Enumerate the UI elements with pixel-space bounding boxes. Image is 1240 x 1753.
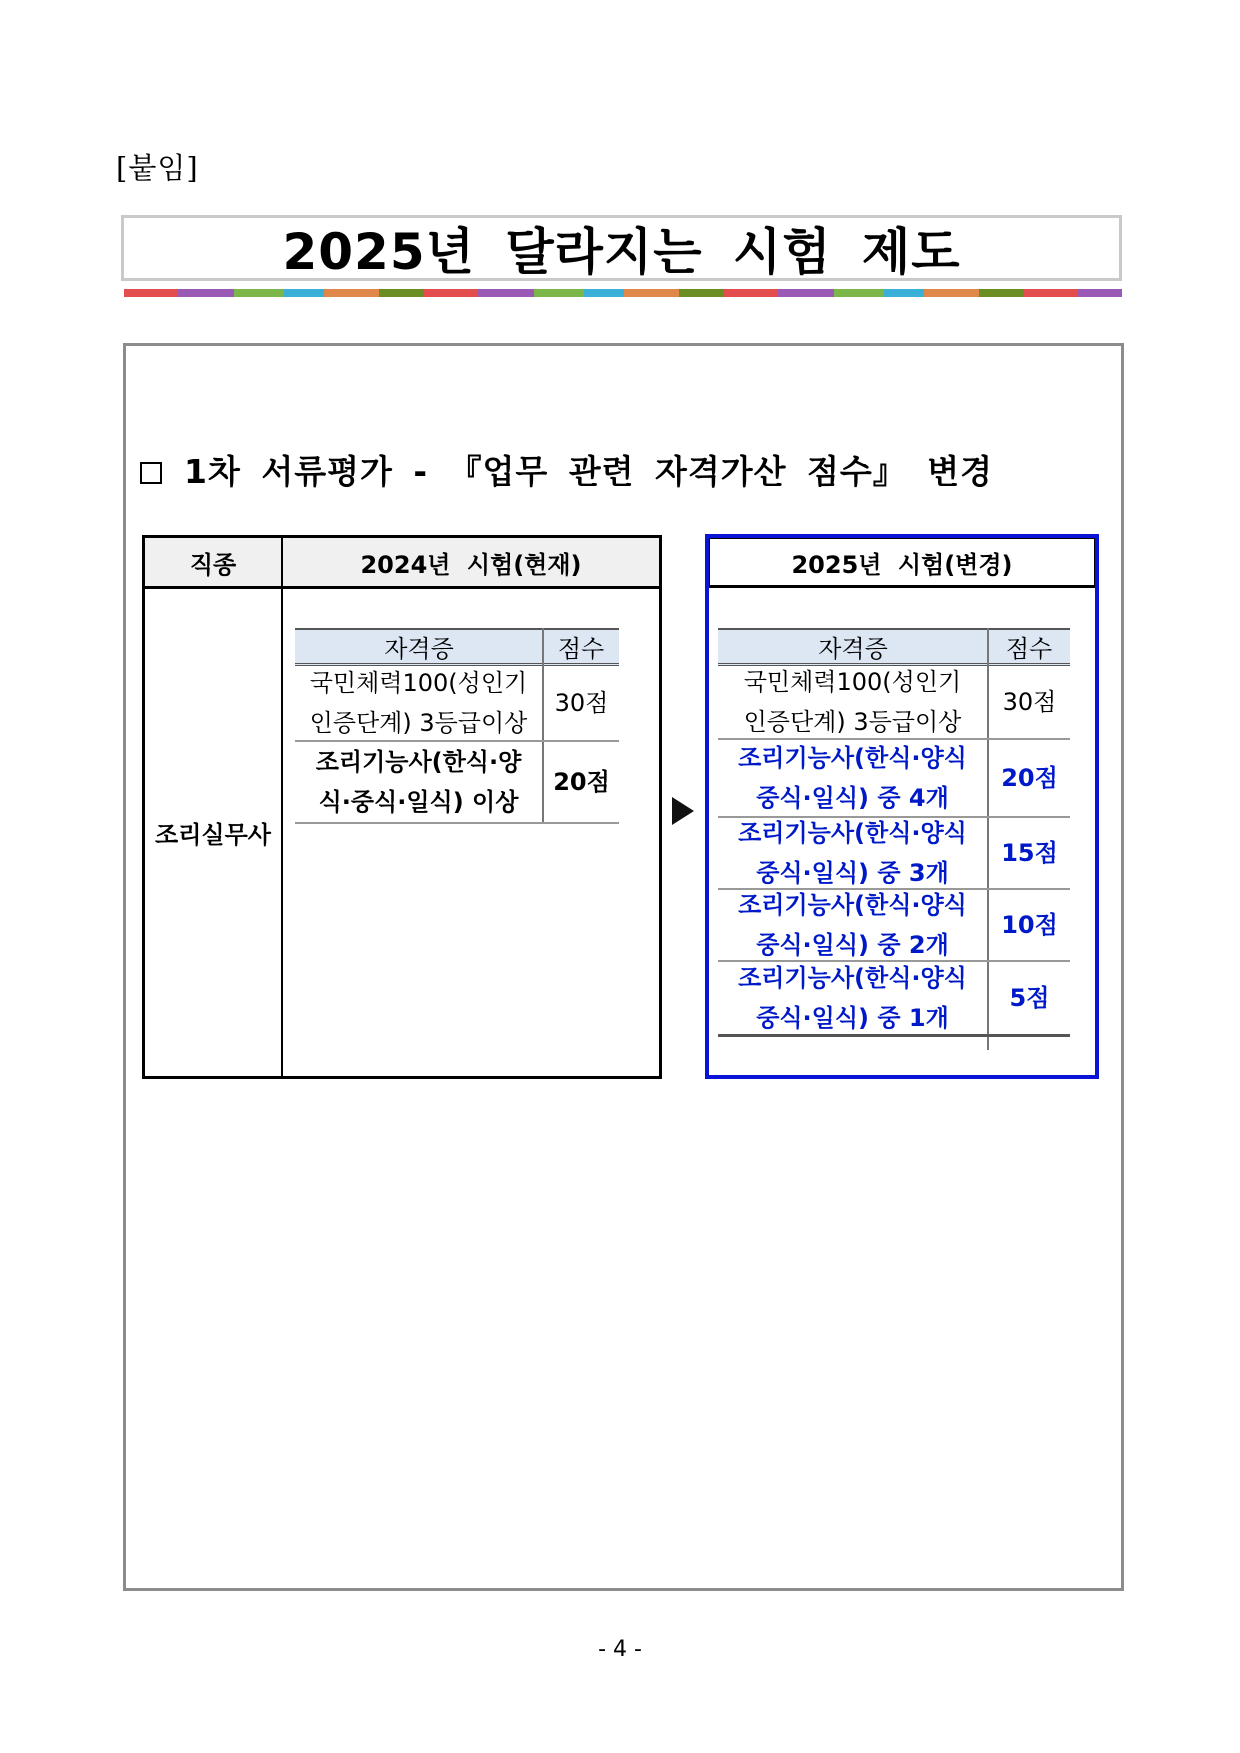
inner-header-score: 점수 — [988, 628, 1070, 666]
table-row-score: 20점 — [553, 768, 610, 796]
inner-table-2024 — [295, 628, 619, 824]
page-title: 2025년 달라지는 시험 제도 — [282, 223, 961, 281]
row-separator — [295, 822, 619, 824]
header-job: 직종 — [145, 538, 281, 586]
table-row-score: 10점 — [1001, 911, 1058, 939]
table-2024 — [142, 535, 662, 1079]
column-separator — [281, 538, 283, 1076]
table-row-cert: 조리기능사(한식·양 식·중식·일식) 이상 — [315, 748, 522, 816]
table-row-cert: 국민체력100(성인기 인증단계) 3등급이상 — [743, 668, 962, 736]
header-2025 — [709, 538, 1095, 588]
table-row-score: 5점 — [1009, 984, 1050, 1012]
table-row-cert: 조리기능사(한식·양식 중식·일식) 중 1개 — [738, 964, 967, 1032]
inner-header-score: 점수 — [543, 628, 619, 666]
inner-table-2025 — [718, 628, 1070, 1050]
page-number: - 4 - — [598, 1637, 642, 1662]
table-row-cert: 조리기능사(한식·양식 중식·일식) 중 4개 — [738, 744, 967, 812]
table-2025 — [705, 534, 1099, 1079]
section-heading-text: 1차 서류평가 - 『업무 관련 자격가산 점수』 변경 — [184, 452, 994, 491]
table-row-cert: 국민체력100(성인기 인증단계) 3등급이상 — [309, 669, 528, 737]
job-name: 조리실무사 — [155, 821, 271, 849]
table-row-score: 30점 — [1002, 688, 1057, 716]
header-2025-text: 2025년 시험(변경) — [791, 550, 1013, 579]
table-row-cert: 조리기능사(한식·양식 중식·일식) 중 2개 — [738, 891, 967, 959]
decorative-bar — [124, 289, 1122, 297]
table-row-cert: 조리기능사(한식·양식 중식·일식) 중 3개 — [738, 819, 967, 887]
row-separator — [718, 1034, 1070, 1037]
table-row-score: 30점 — [554, 689, 609, 717]
section-heading — [140, 446, 993, 493]
checkbox-square-icon — [140, 462, 162, 484]
table-row-score: 15점 — [1001, 839, 1058, 867]
title-box — [121, 215, 1122, 281]
inner-header-cert: 자격증 — [295, 628, 543, 666]
table-row-score: 20점 — [1001, 764, 1058, 792]
arrow-right-icon — [672, 797, 694, 825]
inner-header-cert: 자격증 — [718, 628, 988, 666]
header-2024: 2024년 시험(현재) — [283, 538, 659, 586]
attachment-label: [붙임] — [116, 151, 199, 185]
